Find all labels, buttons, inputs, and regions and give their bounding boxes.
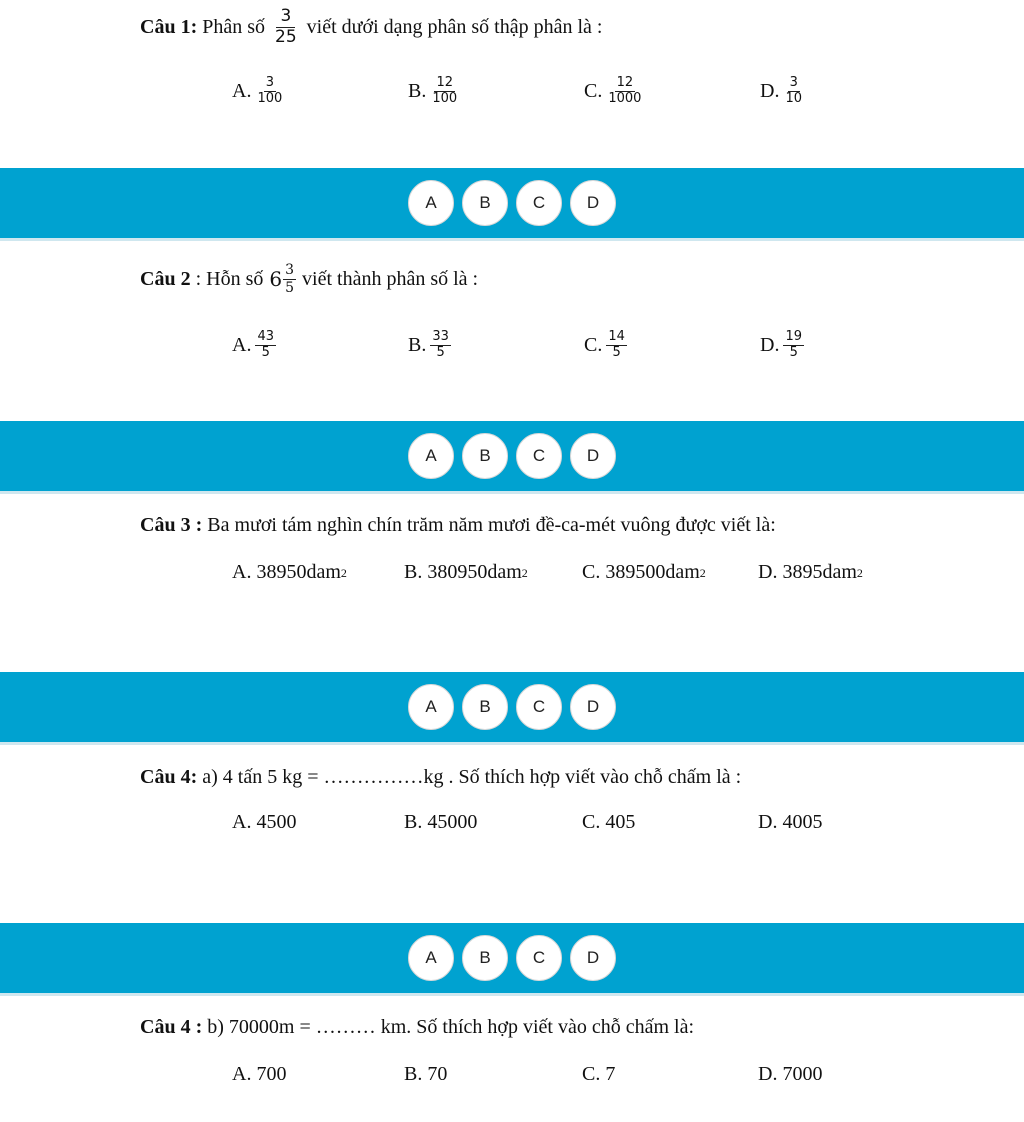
question-3-option-d: D. 3895dam 2 (758, 561, 863, 583)
answer-button-a[interactable]: A (408, 433, 454, 479)
fraction-denominator: 10 (785, 90, 802, 106)
option-letter: B. (408, 333, 427, 356)
question-2-option-b (408, 330, 455, 361)
question-2-option-c (584, 330, 631, 361)
question-4b-text (140, 1012, 694, 1042)
question-1-suffix: viết dưới dạng phân số thập phân là : (306, 15, 603, 38)
answer-button-b[interactable]: B (462, 935, 508, 981)
question-1-option-b (408, 76, 463, 107)
question-4b-option-c: C. 7 (582, 1063, 616, 1085)
option-letter: B. (408, 79, 427, 102)
answer-bar-4 (0, 923, 1024, 996)
question-1-option-a (232, 76, 288, 107)
option-text: A. 38950dam (232, 561, 341, 583)
question-2-suffix: viết thành phân số là : (302, 267, 479, 290)
answer-bar-3 (0, 672, 1024, 745)
question-1-label: Câu 1: (140, 15, 198, 38)
answer-button-c[interactable]: C (516, 180, 562, 226)
fraction-numerator: 43 (257, 329, 274, 344)
fraction-numerator: 19 (785, 329, 802, 344)
option-letter: A. (232, 79, 252, 102)
answer-button-d[interactable]: D (570, 433, 616, 479)
answer-bar-1 (0, 168, 1024, 241)
question-3-label: Câu 3 : (140, 513, 203, 536)
answer-button-d[interactable]: D (570, 684, 616, 730)
option-letter: D. (760, 333, 780, 356)
answer-button-b[interactable]: B (462, 180, 508, 226)
fraction-denominator: 5 (789, 344, 798, 360)
option-fraction (783, 76, 804, 107)
answer-button-d[interactable]: D (570, 180, 616, 226)
question-4b-label: Câu 4 : (140, 1015, 203, 1038)
question-3-option-b: B. 380950dam 2 (404, 561, 528, 583)
option-fraction (430, 330, 451, 361)
question-1-option-d (760, 76, 808, 107)
question-4a-option-c: C. 405 (582, 811, 636, 833)
question-4b-option-d: D. 7000 (758, 1063, 823, 1085)
answer-bar-2 (0, 421, 1024, 494)
answer-button-c[interactable]: C (516, 433, 562, 479)
question-2-prefix: : Hỗn số (195, 267, 264, 290)
mixed-whole: 6 (269, 267, 283, 291)
question-4a-option-d: D. 4005 (758, 811, 823, 833)
option-text: C. 389500dam (582, 561, 700, 583)
option-letter: D. (760, 79, 780, 102)
fraction-numerator: 3 (265, 75, 274, 90)
option-letter: A. (232, 333, 252, 356)
fraction-numerator: 14 (608, 329, 625, 344)
question-3-body: Ba mươi tám nghìn chín trăm năm mươi đề-ca-mét vuông được viết là: (207, 513, 776, 536)
question-2-text (140, 256, 478, 302)
answer-button-a[interactable]: A (408, 935, 454, 981)
fraction-denominator: 5 (261, 344, 270, 360)
option-fraction (255, 76, 284, 107)
option-fraction (255, 330, 276, 361)
answer-button-d[interactable]: D (570, 935, 616, 981)
answer-button-b[interactable]: B (462, 433, 508, 479)
question-1-prefix: Phân số (202, 15, 266, 38)
question-1-text (140, 4, 602, 50)
answer-button-a[interactable]: A (408, 180, 454, 226)
mixed-fraction (283, 262, 296, 295)
question-2-option-a (232, 330, 280, 361)
fraction-denominator: 100 (257, 90, 283, 106)
question-4a-text (140, 762, 741, 792)
fraction-numerator: 12 (436, 75, 454, 90)
question-2-label: Câu 2 (140, 267, 191, 290)
fraction-denominator: 1000 (608, 90, 642, 106)
question-2-option-d (760, 330, 808, 361)
fraction-numerator: 3 (285, 262, 295, 279)
fraction-denominator: 25 (275, 26, 297, 47)
question-1-option-c (584, 76, 647, 107)
question-2-mixed-number (269, 262, 296, 295)
option-fraction (783, 330, 804, 361)
answer-button-c[interactable]: C (516, 935, 562, 981)
question-4a-option-b: B. 45000 (404, 811, 478, 833)
question-4b-body: b) 70000m = ……… km. Số thích hợp viết vào chỗ chấm là: (207, 1015, 695, 1038)
option-fraction (606, 330, 627, 361)
question-4a-option-a: A. 4500 (232, 811, 297, 833)
question-4a-body: a) 4 tấn 5 kg = ……………kg . Số thích hợp viết vào chỗ chấm là : (202, 765, 742, 788)
option-letter: C. (584, 79, 603, 102)
option-text: D. 3895dam (758, 561, 857, 583)
question-3-option-c: C. 389500dam 2 (582, 561, 706, 583)
fraction-numerator: 3 (789, 75, 798, 90)
question-4b-option-a: A. 700 (232, 1063, 287, 1085)
fraction-denominator: 100 (432, 90, 458, 106)
question-4a-label: Câu 4: (140, 765, 198, 788)
answer-button-c[interactable]: C (516, 684, 562, 730)
option-text: B. 380950dam (404, 561, 522, 583)
fraction-denominator: 5 (285, 279, 295, 296)
fraction-numerator: 3 (276, 7, 295, 28)
fraction-denominator: 5 (436, 344, 445, 360)
question-4b-option-b: B. 70 (404, 1063, 448, 1085)
answer-button-b[interactable]: B (462, 684, 508, 730)
answer-button-a[interactable]: A (408, 684, 454, 730)
fraction-numerator: 33 (432, 329, 449, 344)
option-letter: C. (584, 333, 603, 356)
fraction-denominator: 5 (612, 344, 621, 360)
question-3-option-a: A. 38950dam 2 (232, 561, 347, 583)
option-fraction (430, 76, 459, 107)
question-3-text (140, 510, 776, 540)
question-1-fraction (273, 7, 299, 47)
fraction-numerator: 12 (616, 75, 634, 90)
option-fraction (606, 76, 643, 107)
